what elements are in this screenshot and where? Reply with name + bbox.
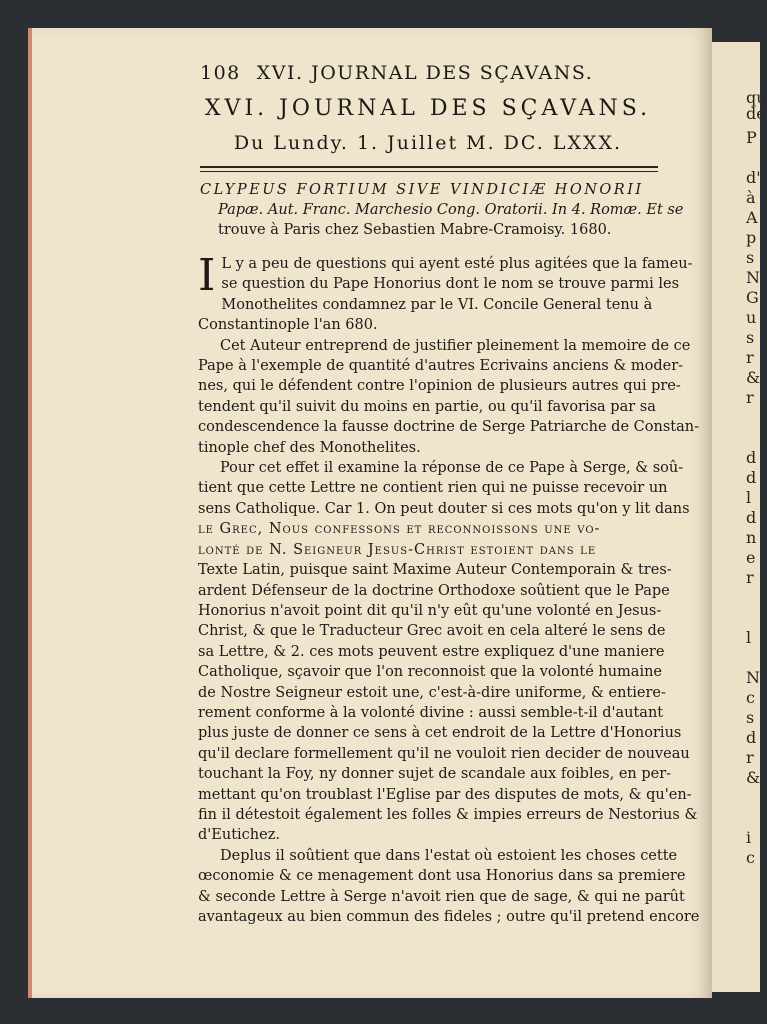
text-line: lonté de N. Seigneur Jesus-Christ estoient dans le — [198, 541, 597, 558]
facing-fragment: s — [746, 328, 755, 347]
text-line: Deplus il soûtient que dans l'estat où estoient les choses cette — [220, 847, 678, 864]
facing-fragment: qu — [746, 88, 767, 107]
text-line: Pape à l'exemple de quantité d'autres Ecrivains anciens & moder- — [198, 358, 684, 375]
text-line: tinople chef des Monothelites. — [198, 439, 421, 456]
facing-fragment: u — [746, 308, 757, 327]
text-line: Honorius n'avoit point dit qu'il n'y eût qu'une volonté en Jesus- — [198, 602, 662, 619]
text-line: & seconde Lettre à Serge n'avoit rien que de sage, & qui ne parût — [198, 888, 685, 905]
text-line: rement conforme à la volonté divine : aussi semble-t-il d'autant — [198, 704, 664, 721]
text-line: ardent Défenseur de la doctrine Orthodoxe soûtient que le Pape — [198, 582, 670, 599]
text-line: Catholique, sçavoir que l'on reconnoist que la volonté humaine — [198, 664, 663, 681]
dateline: Du Lundy. 1. Juillet M. DC. LXXX. — [233, 132, 623, 154]
text-line: d'Eutichez. — [198, 827, 280, 844]
text-line: L y a peu de questions qui ayent esté plus agitées que la fameu- — [221, 256, 693, 272]
running-head-title: XVI. JOURNAL DES SÇAVANS. — [256, 62, 594, 84]
text-line: Cet Auteur entreprend de justifier pleinement la memoire de ce — [220, 337, 691, 354]
facing-fragment: N — [746, 268, 760, 287]
text-line: sa Lettre, & 2. ces mots peuvent estre expliquez d'une maniere — [198, 643, 665, 660]
facing-fragment: & — [746, 768, 761, 787]
text-line: plus juste de donner ce sens à cet endroit de la Lettre d'Honorius — [198, 725, 682, 742]
facing-fragment: n — [746, 528, 757, 547]
running-head — [200, 62, 630, 84]
facing-fragment: c — [746, 848, 755, 867]
facing-fragment: l — [746, 628, 752, 647]
facing-fragment: à — [746, 188, 756, 207]
book-line: trouve à Paris chez Sebastien Mabre-Cramoisy. 1680. — [218, 222, 612, 238]
text-line: fin il détestoit également les folles & impies erreurs de Nestorius & — [198, 806, 698, 823]
facing-fragment: d — [746, 508, 757, 527]
text-line: Christ, & que le Traducteur Grec avoit en cela alteré le sens de — [198, 623, 666, 640]
facing-fragment: s — [746, 248, 755, 267]
facing-fragment: P — [746, 128, 757, 147]
facing-page-edge — [712, 42, 767, 992]
facing-fragment: r — [746, 568, 754, 587]
facing-fragment: d — [746, 448, 757, 467]
text-line: Pour cet effet il examine la réponse de ce Pape à Serge, & soû- — [220, 460, 684, 477]
text-line: Monothelites condamnez par le VI. Concile General tenu à — [221, 296, 653, 313]
facing-fragment: r — [746, 348, 754, 367]
text-line: mettant qu'on troublast l'Eglise par des disputes de mots, & qu'en- — [198, 786, 692, 803]
text-line: tendent qu'il suivit du moins en partie, ou qu'il favorisa par sa — [198, 398, 656, 415]
facing-fragment: d' — [746, 168, 761, 187]
text-line: le Grec, Nous confessons et reconnoissons une vo- — [198, 521, 601, 538]
facing-fragment: s — [746, 708, 755, 727]
article-body — [198, 250, 700, 927]
book-line: Papæ. Aut. Franc. Marchesio Cong. Oratorii. In 4. Romæ. Et se — [218, 202, 684, 218]
facing-fragment: r — [746, 748, 754, 767]
facing-fragment: i — [746, 828, 752, 847]
text-line: se question du Pape Honorius dont le nom se trouve parmi les — [221, 276, 680, 293]
facing-fragment: r — [746, 388, 754, 407]
text-line: avantageux au bien commun des fideles ; outre qu'il pretend encore — [198, 909, 700, 925]
facing-fragment: d — [746, 728, 757, 747]
facing-fragment: c — [746, 688, 755, 707]
drop-cap: I — [198, 250, 216, 301]
text-line: tient que cette Lettre ne contient rien qui ne puisse recevoir un — [198, 480, 668, 497]
facing-fragment: N — [746, 668, 760, 687]
text-line: sens Catholique. Car 1. On peut douter si ces mots qu'on y lit dans — [198, 500, 690, 517]
issue-title: XVI. JOURNAL DES SÇAVANS. — [204, 96, 652, 121]
facing-fragment: & — [746, 368, 761, 387]
text-line: Texte Latin, puisque saint Maxime Auteur Contemporain & tres- — [198, 562, 672, 579]
title-rule-thin — [200, 171, 658, 172]
facing-fragment: e — [746, 548, 756, 567]
facing-fragment: G — [746, 288, 759, 307]
facing-fragment: p — [746, 228, 757, 247]
text-line: touchant la Foy, ny donner sujet de scandale aux foibles, en per- — [198, 766, 672, 783]
text-line: nes, qui le défendent contre l'opinion de plusieurs autres qui pre- — [198, 378, 681, 395]
page-number: 108 — [200, 62, 241, 84]
title-rule — [200, 166, 658, 168]
text-line: Constantinople l'an 680. — [198, 317, 378, 334]
book-line: CLYPEUS FORTIUM SIVE VINDICIÆ HONORII — [200, 182, 644, 198]
text-line: qu'il declare formellement qu'il ne vouloit rien decider de nouveau — [198, 745, 690, 762]
text-line: condescendence la fausse doctrine de Serge Patriarche de Constan- — [198, 419, 699, 436]
text-line: de Nostre Seigneur estoit une, c'est-à-dire uniforme, & entiere- — [198, 684, 666, 701]
facing-fragment: d — [746, 468, 757, 487]
book-citation — [200, 180, 684, 240]
facing-fragment: l — [746, 488, 752, 507]
text-line: œconomie & ce menagement dont usa Honorius dans sa premiere — [198, 868, 686, 885]
facing-fragment: A — [746, 208, 758, 227]
facing-fragment: de — [746, 104, 766, 123]
